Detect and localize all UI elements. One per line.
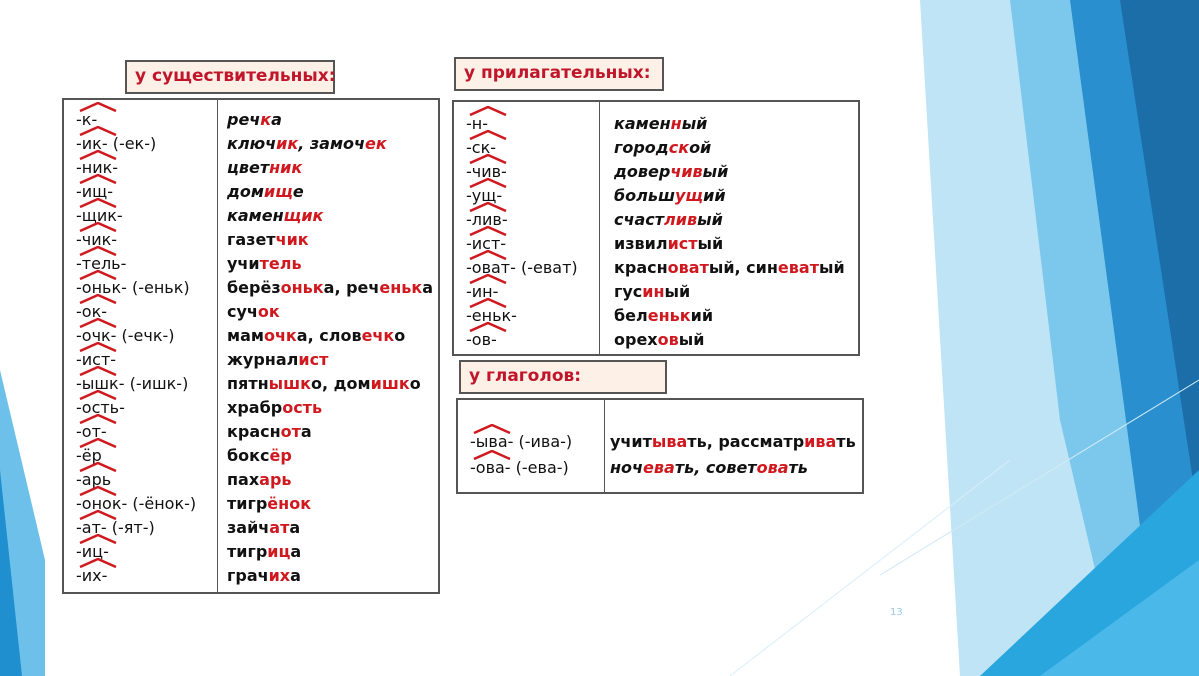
word-part: суч <box>227 302 258 321</box>
word-part: грач <box>227 566 269 585</box>
word-part: ть <box>788 458 808 477</box>
verb-row <box>458 456 862 480</box>
word-part: а <box>271 110 282 129</box>
noun-row <box>64 300 438 324</box>
highlighted-suffix: ист <box>667 234 698 253</box>
noun-row <box>64 348 438 372</box>
word-part: о <box>394 326 406 345</box>
highlighted-suffix: ок <box>257 302 280 321</box>
highlighted-suffix: к <box>260 110 272 129</box>
noun-suffix: -ость- <box>76 398 125 417</box>
word-part: газет <box>227 230 276 249</box>
noun-example <box>227 372 421 396</box>
noun-suffix: -арь <box>76 470 112 489</box>
verbs-header: у глаголов: <box>459 360 667 394</box>
noun-suffix: -ат- (-ят-) <box>76 518 155 537</box>
page-number: 13 <box>890 607 903 618</box>
adjective-row <box>454 112 858 136</box>
adjective-suffix: -ов- <box>466 330 497 349</box>
noun-example <box>227 204 323 228</box>
highlighted-suffix: ышк <box>268 374 311 393</box>
word-part: о, дом <box>310 374 371 393</box>
word-part: счаст <box>614 210 665 229</box>
noun-row <box>64 444 438 468</box>
word-part: ый <box>702 162 729 181</box>
highlighted-suffix: лив <box>664 210 698 229</box>
word-part: ый <box>678 330 705 349</box>
word-part: е <box>292 182 304 201</box>
adjective-example <box>614 208 723 232</box>
word-part: пятн <box>227 374 269 393</box>
word-part: ключ <box>227 134 277 153</box>
noun-example <box>227 468 292 492</box>
word-part: учит <box>610 432 652 451</box>
adjective-suffix: -еньк- <box>466 306 517 325</box>
word-part: гус <box>614 282 643 301</box>
noun-row <box>64 252 438 276</box>
adjective-row <box>454 208 858 232</box>
word-part: о <box>409 374 421 393</box>
word-part: ый <box>681 114 708 133</box>
noun-row <box>64 180 438 204</box>
adjective-example <box>614 160 728 184</box>
verb-suffix: -ыва- (-ива-) <box>470 432 573 451</box>
word-part: ть, совет <box>674 458 757 477</box>
nouns-table <box>62 98 440 594</box>
adjective-example <box>614 256 845 280</box>
noun-suffix: -щик- <box>76 206 123 225</box>
word-part: дом <box>227 182 264 201</box>
adjective-example <box>614 112 707 136</box>
noun-suffix: -ист- <box>76 350 117 369</box>
word-part: ть, рассматр <box>687 432 805 451</box>
noun-example <box>227 276 433 300</box>
adjective-example <box>614 184 726 208</box>
word-part: ый <box>818 258 845 277</box>
adjective-suffix: -ин- <box>466 282 499 301</box>
noun-suffix: -тель- <box>76 254 127 273</box>
adjective-example <box>614 328 704 352</box>
word-part: ый <box>664 282 691 301</box>
word-part: храбр <box>227 398 283 417</box>
adjective-row <box>454 256 858 280</box>
noun-row <box>64 564 438 588</box>
highlighted-suffix: ник <box>269 158 303 177</box>
noun-suffix: -их- <box>76 566 108 585</box>
word-part: тигр <box>227 542 268 561</box>
noun-suffix: -очк- (-ечк-) <box>76 326 175 345</box>
noun-suffix: -оньк- (-еньк) <box>76 278 190 297</box>
word-part: камен <box>227 206 284 225</box>
highlighted-suffix: ёр <box>269 446 292 465</box>
word-part: красн <box>614 258 668 277</box>
highlighted-suffix: ек <box>365 134 387 153</box>
noun-example <box>227 324 405 348</box>
highlighted-suffix: щик <box>283 206 324 225</box>
noun-example <box>227 108 282 132</box>
word-part: берёз <box>227 278 281 297</box>
word-part: а <box>290 542 302 561</box>
highlighted-suffix: их <box>268 566 291 585</box>
adjective-example <box>614 304 713 328</box>
highlighted-suffix: оньк <box>280 278 324 297</box>
highlighted-suffix: ишк <box>370 374 410 393</box>
noun-row <box>64 372 438 396</box>
adjective-row <box>454 136 858 160</box>
highlighted-suffix: арь <box>259 470 292 489</box>
highlighted-suffix: чив <box>670 162 703 181</box>
noun-row <box>64 396 438 420</box>
noun-suffix: -ёр <box>76 446 102 465</box>
noun-example <box>227 348 328 372</box>
word-part: , замоч <box>298 134 365 153</box>
noun-row <box>64 156 438 180</box>
highlighted-suffix: ыва <box>651 432 688 451</box>
word-part: камен <box>614 114 671 133</box>
adjective-suffix: -оват- (-еват) <box>466 258 578 277</box>
noun-suffix: -онок- (-ёнок-) <box>76 494 197 513</box>
adjective-suffix: -чив- <box>466 162 507 181</box>
highlighted-suffix: ущ <box>675 186 704 205</box>
verb-row <box>458 430 862 454</box>
highlighted-suffix: н <box>670 114 682 133</box>
word-part: а <box>290 566 301 585</box>
adjective-suffix: -ск- <box>466 138 497 157</box>
highlighted-suffix: еват <box>777 258 819 277</box>
word-part: ый <box>697 234 724 253</box>
highlighted-suffix: чик <box>275 230 309 249</box>
word-part: цвет <box>227 158 270 177</box>
highlighted-suffix: ева <box>643 458 675 477</box>
word-part: учи <box>227 254 260 273</box>
noun-suffix: -от- <box>76 422 107 441</box>
word-part: ой <box>689 138 712 157</box>
highlighted-suffix: ист <box>298 350 329 369</box>
highlighted-suffix: тель <box>259 254 302 273</box>
nouns-header: у существительных: <box>125 60 335 94</box>
noun-row <box>64 204 438 228</box>
noun-example <box>227 252 302 276</box>
adjective-suffix: -ист- <box>466 234 507 253</box>
word-part: больш <box>614 186 675 205</box>
noun-row <box>64 420 438 444</box>
highlighted-suffix: иц <box>267 542 291 561</box>
word-part: орех <box>614 330 658 349</box>
highlighted-suffix: ова <box>756 458 789 477</box>
noun-row <box>64 324 438 348</box>
noun-example <box>227 300 280 324</box>
adjective-row <box>454 328 858 352</box>
adjective-suffix: -н- <box>466 114 489 133</box>
highlighted-suffix: ёнок <box>267 494 312 513</box>
word-part: а <box>422 278 434 297</box>
word-part: ый, син <box>708 258 778 277</box>
noun-suffix: -ик- (-ек-) <box>76 134 157 153</box>
noun-example <box>227 132 387 156</box>
noun-example <box>227 444 292 468</box>
highlighted-suffix: ов <box>657 330 679 349</box>
word-part: пах <box>227 470 260 489</box>
noun-suffix: -иц- <box>76 542 109 561</box>
adjective-row <box>454 304 858 328</box>
verb-example <box>610 430 856 454</box>
noun-row <box>64 468 438 492</box>
highlighted-suffix: очк <box>263 326 297 345</box>
word-part: ий <box>690 306 714 325</box>
adjective-row <box>454 280 858 304</box>
word-part: мам <box>227 326 264 345</box>
adjectives-table <box>452 100 860 356</box>
highlighted-suffix: оват <box>667 258 709 277</box>
word-part: а, слов <box>296 326 362 345</box>
word-part: довер <box>614 162 671 181</box>
highlighted-suffix: ива <box>804 432 837 451</box>
word-part: ть <box>836 432 856 451</box>
highlighted-suffix: ат <box>269 518 290 537</box>
word-part: ый <box>697 210 723 229</box>
verb-example <box>610 456 808 480</box>
adjective-example <box>614 136 711 160</box>
verb-suffix: -ова- (-ева-) <box>470 458 569 477</box>
adjective-example <box>614 280 690 304</box>
word-part: а, реч <box>323 278 380 297</box>
adjective-row <box>454 184 858 208</box>
word-part: бокс <box>227 446 270 465</box>
adjective-row <box>454 160 858 184</box>
word-part: тигр <box>227 494 268 513</box>
word-part: извил <box>614 234 668 253</box>
highlighted-suffix: ин <box>642 282 665 301</box>
adjective-row <box>454 232 858 256</box>
noun-row <box>64 132 438 156</box>
noun-suffix: -ник- <box>76 158 119 177</box>
adjectives-header: у прилагательных: <box>454 57 664 91</box>
noun-row <box>64 108 438 132</box>
noun-suffix: -чик- <box>76 230 118 249</box>
word-part: ноч <box>610 458 644 477</box>
word-part: а <box>300 422 312 441</box>
noun-example <box>227 564 301 588</box>
word-part: журнал <box>227 350 299 369</box>
noun-suffix: -к- <box>76 110 98 129</box>
noun-row <box>64 516 438 540</box>
noun-example <box>227 540 301 564</box>
noun-example <box>227 228 309 252</box>
highlighted-suffix: еньк <box>379 278 423 297</box>
noun-row <box>64 276 438 300</box>
noun-suffix: -ок- <box>76 302 107 321</box>
noun-example <box>227 180 304 204</box>
word-part: реч <box>227 110 261 129</box>
adjective-suffix: -ущ- <box>466 186 503 205</box>
noun-example <box>227 396 322 420</box>
adjective-suffix: -лив- <box>466 210 508 229</box>
word-part: зайч <box>227 518 270 537</box>
adjective-example <box>614 232 723 256</box>
highlighted-suffix: еньк <box>647 306 691 325</box>
highlighted-suffix: ечк <box>361 326 395 345</box>
noun-example <box>227 492 311 516</box>
noun-suffix: -ищ- <box>76 182 114 201</box>
word-part: а <box>289 518 301 537</box>
noun-example <box>227 420 312 444</box>
highlighted-suffix: от <box>280 422 301 441</box>
highlighted-suffix: ик <box>276 134 299 153</box>
verbs-table <box>456 398 864 494</box>
noun-row <box>64 492 438 516</box>
word-part: ий <box>703 186 726 205</box>
word-part: город <box>614 138 669 157</box>
noun-example <box>227 156 302 180</box>
noun-row <box>64 540 438 564</box>
noun-row <box>64 228 438 252</box>
noun-example <box>227 516 300 540</box>
highlighted-suffix: ость <box>282 398 323 417</box>
highlighted-suffix: ск <box>668 138 690 157</box>
highlighted-suffix: ищ <box>264 182 293 201</box>
noun-suffix: -ышк- (-ишк-) <box>76 374 189 393</box>
word-part: бел <box>614 306 648 325</box>
word-part: красн <box>227 422 281 441</box>
